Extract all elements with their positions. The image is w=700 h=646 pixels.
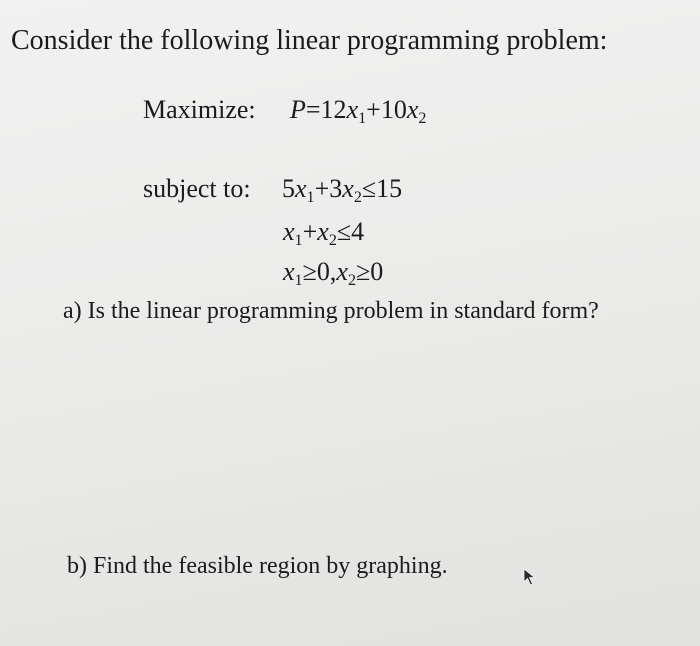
question-a: a) Is the linear programming problem in standard form? xyxy=(63,298,599,324)
subject-to-label: subject to: xyxy=(143,174,251,203)
constraint-1: $5x_1+3x_2\le 15$ xyxy=(282,174,403,207)
question-b: b) Find the feasible region by graphing. xyxy=(67,553,448,579)
constraint-nonnegativity: $x_1\ge 0,x_2\ge 0$ xyxy=(283,257,384,290)
mouse-pointer-icon xyxy=(522,568,538,586)
problem-heading: Consider the following linear programming problem: xyxy=(11,25,608,56)
maximize-label: Maximize: xyxy=(143,95,256,124)
objective-function: $P=12x_1+10x_2$ xyxy=(290,95,427,128)
constraint-2: $x_1+x_2\le 4$ xyxy=(283,217,365,250)
